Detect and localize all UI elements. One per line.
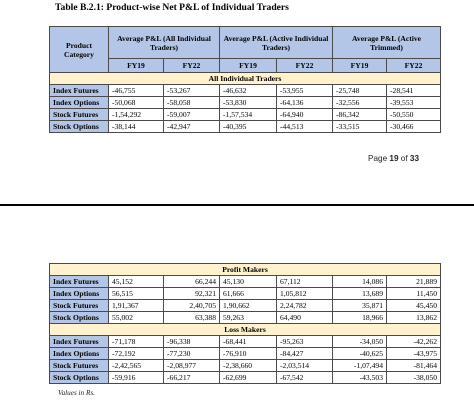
page-current: 19 — [389, 154, 399, 163]
table-cell: -81,464 — [387, 360, 441, 372]
page-of: of — [400, 154, 408, 163]
table-cell: 61,666 — [220, 288, 277, 300]
year-header: FY22 — [277, 59, 333, 73]
table-cell: 1,05,812 — [277, 288, 333, 300]
table-row — [50, 109, 441, 121]
table-cell: 56,515 — [109, 288, 164, 300]
year-header: FY19 — [220, 59, 277, 73]
table-cell: 13,862 — [387, 312, 441, 324]
year-header: FY22 — [387, 59, 441, 73]
year-header: FY19 — [109, 59, 164, 73]
table-cell: -72,192 — [109, 348, 164, 360]
table-cell: -68,441 — [220, 336, 277, 348]
section-header-loss-makers: Loss Makers — [50, 324, 441, 336]
table-cell: 1,90,662 — [220, 300, 277, 312]
page-total: 33 — [409, 154, 420, 163]
table-cell: -53,267 — [164, 85, 220, 97]
table-title: Table B.2.1: Product-wise Net P&L of Individual Traders — [55, 2, 289, 13]
table-cell: -38,144 — [109, 121, 164, 133]
row-label: Stock Futures — [50, 300, 109, 312]
pnl-table-profit-loss-makers — [49, 263, 441, 384]
table-cell: -46,755 — [109, 85, 164, 97]
table-cell: -32,556 — [333, 97, 387, 109]
pnl-table-all-traders — [49, 26, 441, 133]
table-cell: -33,515 — [333, 121, 387, 133]
table-row — [50, 312, 441, 324]
table-cell: 66,244 — [164, 276, 220, 288]
row-label: Index Options — [50, 348, 109, 360]
table-cell: -30,466 — [387, 121, 441, 133]
row-label: Index Options — [50, 288, 109, 300]
table-cell: -50,550 — [387, 109, 441, 121]
table-row — [50, 276, 441, 288]
table-cell: -50,068 — [109, 97, 164, 109]
table-cell: -77,230 — [164, 348, 220, 360]
page-break-divider — [0, 204, 474, 206]
table-cell: 64,490 — [277, 312, 333, 324]
row-label: Index Futures — [50, 336, 109, 348]
product-category-header: Product Category — [50, 27, 109, 73]
group-header-all: Average P&L (All Individual Traders) — [109, 27, 220, 59]
table-cell: -1,54,292 — [109, 109, 164, 121]
table-cell: -58,058 — [164, 97, 220, 109]
row-label: Stock Options — [50, 312, 109, 324]
table-cell: 35,871 — [333, 300, 387, 312]
table-cell: 55,002 — [109, 312, 164, 324]
table-row — [50, 360, 441, 372]
section-header: All Individual Traders — [50, 73, 441, 85]
table-row — [50, 348, 441, 360]
table-cell: -43,975 — [387, 348, 441, 360]
table-cell: 13,689 — [333, 288, 387, 300]
table-cell: 14,086 — [333, 276, 387, 288]
row-label: Stock Futures — [50, 360, 109, 372]
table-cell: -34,050 — [333, 336, 387, 348]
table-cell: -44,513 — [277, 121, 333, 133]
values-note: Values in Rs. — [58, 389, 95, 397]
table-cell: -25,748 — [333, 85, 387, 97]
page-number — [368, 154, 419, 163]
table-cell: -40,395 — [220, 121, 277, 133]
table-cell: -62,699 — [220, 372, 277, 384]
table-row — [50, 300, 441, 312]
table-cell: -59,916 — [109, 372, 164, 384]
table-cell: -76,910 — [220, 348, 277, 360]
row-label: Index Options — [50, 97, 109, 109]
table-row — [50, 336, 441, 348]
page-prefix: Page — [368, 154, 388, 163]
table-row — [50, 288, 441, 300]
table-cell: 67,112 — [277, 276, 333, 288]
table-cell: 2,24,782 — [277, 300, 333, 312]
year-header: FY19 — [333, 59, 387, 73]
row-label: Stock Options — [50, 121, 109, 133]
table-cell: -64,136 — [277, 97, 333, 109]
table-cell: 45,152 — [109, 276, 164, 288]
table-cell: 45,450 — [387, 300, 441, 312]
table-row — [50, 97, 441, 109]
table-row — [50, 372, 441, 384]
table-cell: -42,262 — [387, 336, 441, 348]
row-label: Index Futures — [50, 85, 109, 97]
table-cell: -46,632 — [220, 85, 277, 97]
table-cell: -95,263 — [277, 336, 333, 348]
table-cell: -40,625 — [333, 348, 387, 360]
table-cell: 11,450 — [387, 288, 441, 300]
table-cell: -43,503 — [333, 372, 387, 384]
table-cell: -53,830 — [220, 97, 277, 109]
table-cell: -86,342 — [333, 109, 387, 121]
table-cell: -59,007 — [164, 109, 220, 121]
table-cell: -28,541 — [387, 85, 441, 97]
section-header-profit-makers: Profit Makers — [50, 264, 441, 276]
table-cell: -2,08,977 — [164, 360, 220, 372]
table-cell: -53,955 — [277, 85, 333, 97]
table-cell: 45,130 — [220, 276, 277, 288]
row-label: Stock Options — [50, 372, 109, 384]
table-cell: -2,03,514 — [277, 360, 333, 372]
year-header: FY22 — [164, 59, 220, 73]
table-row — [50, 85, 441, 97]
table-cell: -42,947 — [164, 121, 220, 133]
table-cell: -38,050 — [387, 372, 441, 384]
row-label: Stock Futures — [50, 109, 109, 121]
table-cell: -67,542 — [277, 372, 333, 384]
group-header-trimmed: Average P&L (Active Trimmed) — [333, 27, 441, 59]
table-cell: -71,178 — [109, 336, 164, 348]
table-cell: 92,321 — [164, 288, 220, 300]
table-cell: -84,427 — [277, 348, 333, 360]
table-cell: -96,338 — [164, 336, 220, 348]
table-cell: 63,388 — [164, 312, 220, 324]
table-cell: -1,07,494 — [333, 360, 387, 372]
group-header-active: Average P&L (Active Individual Traders) — [220, 27, 333, 59]
row-label: Index Futures — [50, 276, 109, 288]
table-cell: 18,966 — [333, 312, 387, 324]
table-cell: 59,263 — [220, 312, 277, 324]
table-cell: -2,42,565 — [109, 360, 164, 372]
table-cell: 2,40,705 — [164, 300, 220, 312]
table-cell: -39,553 — [387, 97, 441, 109]
table-cell: -1,57,534 — [220, 109, 277, 121]
table-cell: -64,940 — [277, 109, 333, 121]
table-cell: -2,38,660 — [220, 360, 277, 372]
table-row — [50, 121, 441, 133]
table-cell: 21,889 — [387, 276, 441, 288]
table-cell: -66,217 — [164, 372, 220, 384]
table-cell: 1,91,367 — [109, 300, 164, 312]
